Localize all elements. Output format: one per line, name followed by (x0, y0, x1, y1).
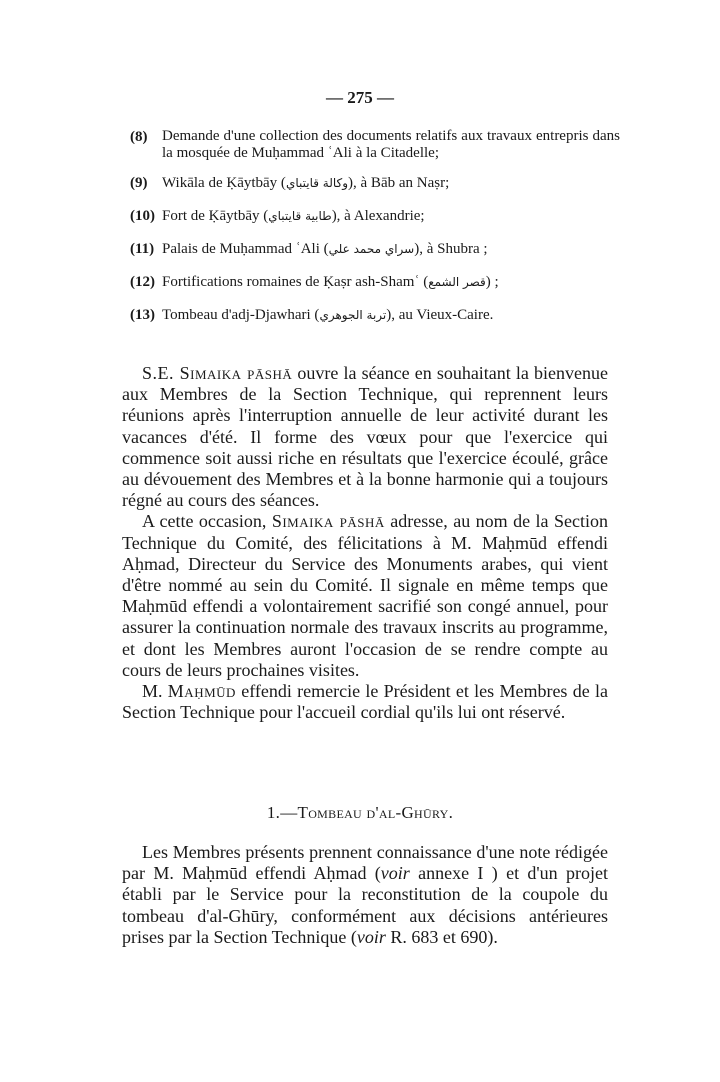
text-before: Tombeau d'adj-Djawhari ( (162, 307, 320, 323)
arabic-name: سراي محمد علي (328, 242, 415, 256)
list-item-text: Demande d'une collection des documents relatifs aux travaux entrepris dans la mosquée de Muḥammad ʿAli à la Citadelle; (162, 128, 620, 161)
arabic-name: وكالة قايتباي (285, 176, 349, 190)
paragraph-text: adresse, au nom de la Section Technique du Comité, des félicitations à M. Maḥmūd effendi Aḥmad, Directeur du Service des Monuments arabes, qui vient d'être nommé au sein du Comité. Il signale en même temps que Maḥmūd effendi a volontairement sacrifié son congé annuel, pour assurer la continuation normale des travaux inscrits au programme, et dont les Membres auront l'occasion de se rendre compte au cours de leurs prochaines visites. (122, 511, 608, 680)
list-item-text (162, 174, 620, 193)
list-item (130, 240, 620, 259)
list-item-text (162, 207, 620, 226)
paragraph-text: A cette occasion, (142, 511, 272, 532)
list-item-text (162, 306, 620, 325)
paragraph-text: M. (142, 681, 168, 702)
paragraph-thanks (122, 681, 608, 723)
list-item-number: (10) (130, 208, 155, 224)
paragraph-text: R. 683 et 690). (385, 926, 498, 947)
person-name: S.E. Simaika pāshā (142, 363, 293, 383)
page-number: — 275 — (326, 88, 394, 107)
text-before: Palais de Muḥammad ʿAli ( (162, 241, 329, 257)
list-item-number: (12) (130, 274, 155, 290)
list-item (130, 128, 620, 162)
list-item-number: (9) (130, 175, 148, 191)
text-after: ), au Vieux-Caire. (386, 307, 494, 323)
paragraph-text: Les Membres présents prennent connaissance d'une note rédigée par M. Maḥmūd effendi Aḥmad ( (122, 842, 608, 884)
italic-voir: voir (356, 926, 386, 947)
list-item (130, 306, 620, 325)
list-item (130, 207, 620, 226)
item-list (130, 128, 620, 339)
text-after: ), à Alexandrie; (331, 208, 425, 224)
list-item-number: (8) (130, 129, 148, 145)
arabic-name: طابية قايتباي (268, 209, 332, 223)
person-name: Maḥmūd (167, 681, 236, 702)
paragraph-text: annexe I ) et d'un projet établi par le Service pour la reconstitution de la coupole du tombeau d'al-Ghūry, conformément aux décisions antérieures prises par la Section Technique ( (122, 863, 608, 947)
body-text (122, 363, 608, 723)
arabic-name: قصر الشمع (428, 275, 486, 289)
list-item-number: (11) (130, 241, 155, 257)
list-item-text (162, 240, 620, 259)
list-item-text (162, 273, 620, 292)
paragraph-opening (122, 363, 608, 511)
paragraph-text: ouvre la séance en souhaitant la bienvenue aux Membres de la Section Technique, qui reprennent leurs réunions après l'interruption annuelle de leur activité durant les vacances d'été. Il forme des vœux pour que l'exercice qui commence soit aussi riche en résultats que l'exercice écoulé, grâce au dévouement des Membres et à la bonne harmonie qui a toujours régné au cours des séances. (122, 363, 609, 511)
list-item (130, 273, 620, 292)
body-text-section (122, 842, 608, 948)
text-after: ), à Bāb an Naṣr; (348, 175, 450, 191)
paragraph-congratulations (122, 511, 608, 681)
text-before: Fortifications romaines de Ḳaṣr ash-Shamʿ ( (162, 274, 429, 290)
section-heading: 1.—Tombeau d'al-Ghūry. (266, 803, 454, 822)
person-name: Simaika pāshā (271, 511, 385, 532)
list-item (130, 174, 620, 193)
paragraph-note (122, 842, 608, 948)
paragraph-text: effendi remercie le Président et les Membres de la Section Technique pour l'accueil cordial qu'ils lui ont réservé. (122, 681, 608, 723)
text-before: Fort de Ḳāytbāy ( (162, 208, 269, 224)
text-before: Wikāla de Ḳāytbāy ( (162, 175, 286, 191)
text-after: ) ; (485, 274, 499, 290)
text-after: ), à Shubra ; (414, 241, 488, 257)
list-item-number: (13) (130, 307, 155, 323)
italic-voir: voir (380, 863, 410, 884)
arabic-name: تربة الجوهري (319, 308, 387, 322)
